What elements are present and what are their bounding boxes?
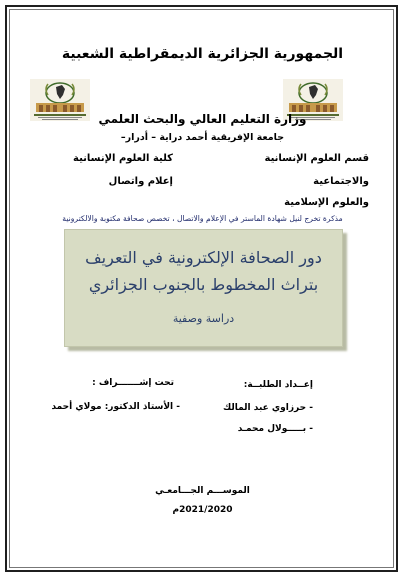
republic-heading: الجمهورية الجزائرية الديمقراطية الشعبية xyxy=(61,46,344,62)
ministry-heading: وزارة التعليم العالي والبحث العلمي xyxy=(98,112,307,126)
academic-year: 2021/2020م xyxy=(172,505,233,515)
thesis-title-line: بتراث المخطوط بالجنوب الجزائري xyxy=(88,275,319,294)
thesis-title-line: دور الصحافة الإلكترونية في التعريف xyxy=(85,248,322,267)
student-name: - حرزاوي عبد المالك xyxy=(223,403,313,413)
thesis-subtitle: دراسة وصفية xyxy=(172,312,235,325)
department-line: والعلوم الإسلامية xyxy=(284,197,369,208)
faculty-line: إعلام واتصال xyxy=(108,176,173,187)
students-heading: إعــداد الطلبــة: xyxy=(243,380,313,390)
faculty-line: كلية العلوم الإنسانية xyxy=(73,153,173,164)
university-name: جامعة الإفريقية أحمد دراية – أدرار– xyxy=(120,132,285,143)
title-box xyxy=(64,229,343,347)
department-line: والاجتماعية xyxy=(313,176,369,187)
supervisor-name: - الأستاذ الدكتور: مولاي أحمد xyxy=(51,402,180,412)
supervision-heading: تحت إشـــــــراف : xyxy=(92,378,174,388)
student-name: - بـــــولال محمـد xyxy=(237,424,313,434)
department-line: قسم العلوم الإنسانية xyxy=(264,153,369,164)
thesis-note: مذكرة تخرج لنيل شهادة الماستر في الإعلام والاتصال ، تخصص صحافة مكتوبة والالكترونية xyxy=(62,214,343,223)
academic-season: الموســـم الجـــامعـي xyxy=(155,486,250,496)
